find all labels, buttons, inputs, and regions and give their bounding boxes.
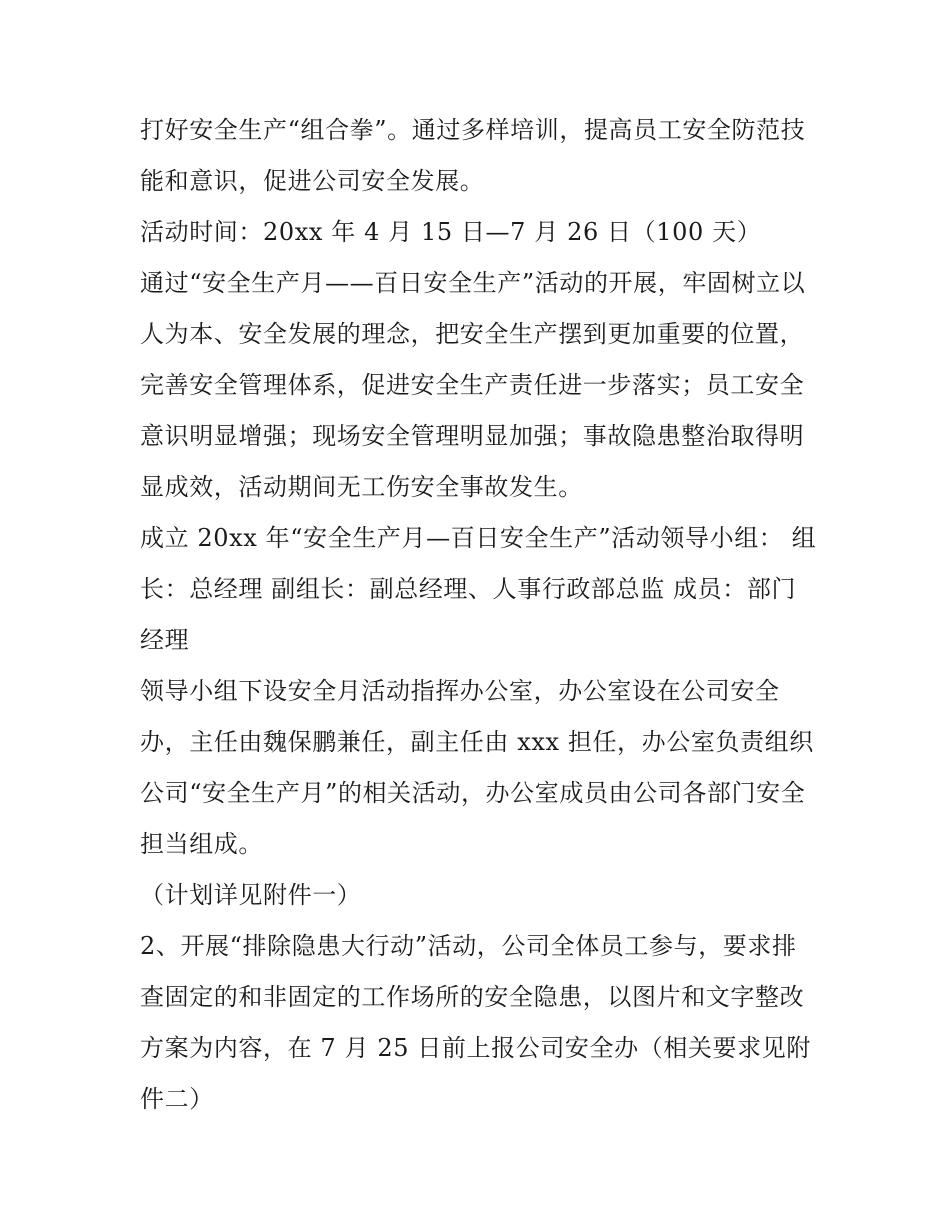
- paragraph-plan-note: （计划详见附件一）: [140, 881, 362, 909]
- paragraph-training: 打好安全生产“组合拳”。通过多样培训，提高员工安全防范技能和意识，促进公司安全发展。: [140, 116, 806, 195]
- paragraph-objectives: 通过“安全生产月——百日安全生产”活动的开展，牢固树立以人为本、安全发展的理念，把安全生产摆到更加重要的位置，完善安全管理体系，促进安全生产责任进一步落实；员工安全意识明显增强；现场安全管理明显加强；事故隐患整治取得明显成效，活动期间无工伤安全事故发生。: [140, 269, 806, 501]
- paragraph-leadership-group: 成立 20xx 年“安全生产月—百日安全生产”活动领导小组： 组长：总经理 副组长：副总经理、人事行政部总监 成员：部门经理: [140, 524, 817, 654]
- paragraph-activity-time: 活动时间：20xx 年 4 月 15 日—7 月 26 日（100 天）: [140, 218, 762, 246]
- paragraph-hazard-action: 2、开展“排除隐患大行动”活动，公司全体员工参与，要求排查固定的和非固定的工作场所的安全隐患，以图片和文字整改方案为内容，在 7 月 25 日前上报公司安全办（相关要求见附件二）: [140, 932, 811, 1113]
- paragraph-command-office: 领导小组下设安全月活动指挥办公室，办公室设在公司安全办，主任由魏保鹏兼任，副主任由 xxx 担任，办公室负责组织公司“安全生产月”的相关活动，办公室成员由公司各部门安全担当组成。: [140, 677, 814, 858]
- document-body: [140, 105, 820, 1125]
